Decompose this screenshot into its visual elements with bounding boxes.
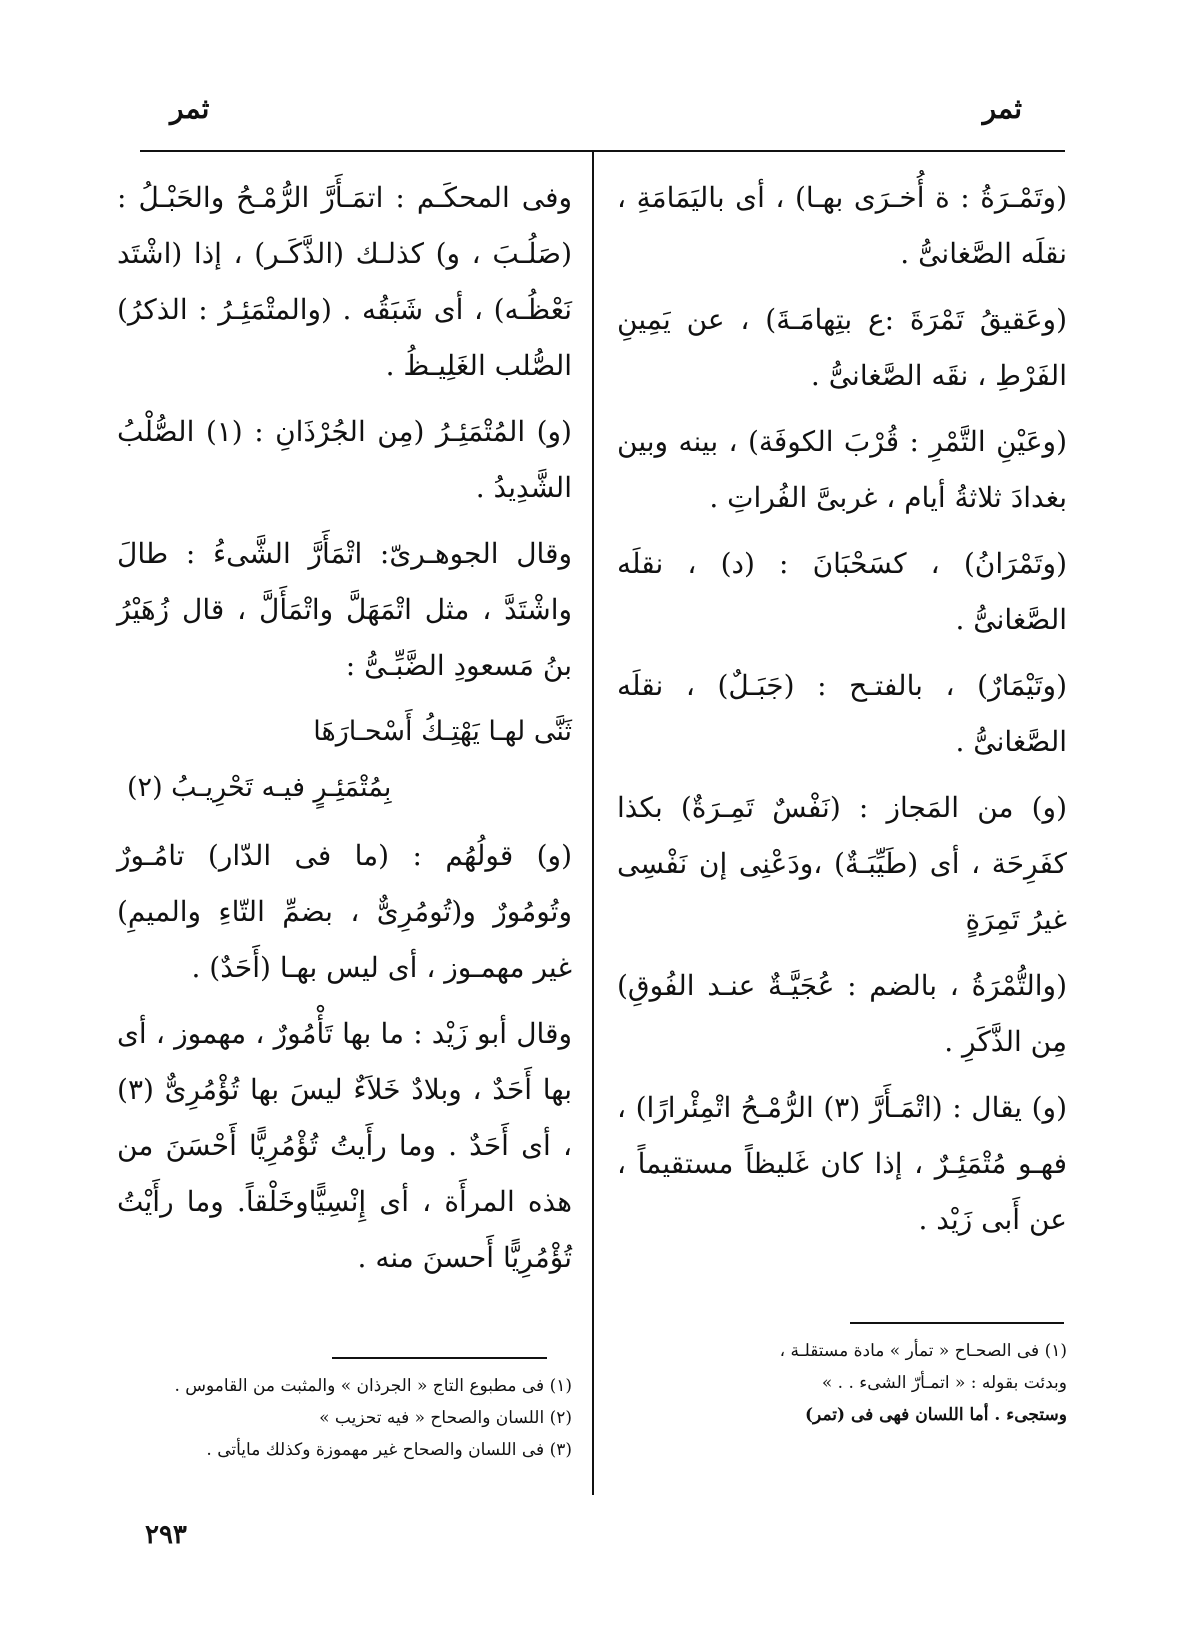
footnotes-left (102, 1370, 572, 1466)
poetry-verse (117, 704, 572, 816)
footnote: وستجىء . أما اللسان فهى فى (تمر) (805, 1405, 1067, 1425)
footnote: (٣) فى اللسان والصحاح غير مهموزة وكذلك مايأتى . (206, 1440, 572, 1460)
footnote-rule-right (850, 1322, 1064, 1324)
header-rule (140, 150, 1065, 152)
entry-paragraph: وقال أبو زَيْد : ما بها تَأْمُورٌ ، مهموز ، أى بها أَحَدٌ ، وبلادٌ خَلاَءٌ ليسَ بها تُؤْمُرِىٌّ (٣) ، أى أَحَدٌ . وما رأَيتُ تُؤْمُرِيًّا أَحْسَنَ من هذه المرأَة ، أى إِنْسِيًّاوخَلْقاً. وما رأَيْتُ تُؤْمُرِيًّا أَحسنَ منه . (117, 1017, 572, 1274)
entry-paragraph: (و) من المَجاز : (نَفْسٌ تَمِـرَةٌ) بكذا كفَرِحَة ، أى (طَيِّبَـةٌ) ،ودَعْنِى إن نَفْسِى غيرُ تَمِرَةٍ (617, 791, 1067, 936)
entry-paragraph: (وعَيْنِ التَّمْرِ : قُرْبَ الكوفَة) ، بينه وبين بغدادَ ثلاثةُ أيام ، غربىَّ الفُراتِ . (617, 425, 1067, 514)
entry-paragraph: (و) قولُهُم : (ما فى الدّار) تامُـورٌ وتُومُورٌ و(تُومُرِىٌّ ، بضمِّ التّاءِ والميمِ) غير مهمـوز ، أى ليس بهـا (أَحَدٌ) . (117, 839, 572, 984)
verse-line-2: بِمُتْمَئِـرٍ فيـه تَحْرِيـبُ (٢) (127, 772, 392, 803)
entry-paragraph: وفى المحكَـم : اتمَـأَرَّ الرُّمْـحُ والحَبْـلُ : (صَلُـبَ ، و) كذلـك (الذَّكَـر) ، إذا (اشْتَد نَعْظُـه) ، أى شَبَقُه . (والمتْمَئِـرُ : الذكرُ) الصُّلب الغَلِيـظُ . (117, 181, 572, 382)
left-column (117, 170, 572, 1296)
footnote: وبدئت بقوله : « اتمـأرّ الشىء . . » (821, 1373, 1067, 1393)
header-word-left: ثمر (170, 92, 210, 125)
entry-paragraph: (وتَمْـرَةُ : ة أُخـرَى بهـا) ، أى باليَمَامَةِ ، نقلَه الصَّغانىُّ . (617, 181, 1067, 270)
entry-paragraph: (وتَمْرَانُ) ، كسَحْبَانَ : (د) ، نقلَه الصَّغانىُّ . (617, 547, 1067, 636)
footnote: (٢) اللسان والصحاح « فيه تحزيب » (319, 1408, 572, 1428)
footnotes-right (617, 1335, 1067, 1431)
entry-paragraph: (وتَيْمَارٌ) ، بالفتـح : (جَبَـلٌ) ، نقلَه الصَّغانىُّ . (617, 669, 1067, 758)
entry-paragraph: (والتُّمْرَةُ ، بالضم : عُجَيَّـةٌ عنـد الفُوقِ) مِن الذَّكَرِ . (617, 969, 1067, 1058)
footnote: (١) فى الصحـاح « تمأر » مادة مستقلـة ، (779, 1341, 1067, 1361)
entry-paragraph: (وعَقيقُ تَمْرَةَ :ع بتِهامَـةَ) ، عن يَمِينِ الفَرْطِ ، نقَه الصَّغانىُّ . (617, 303, 1067, 392)
entry-paragraph: (و) المُتْمَئِـرُ (مِن الجُرْذَانِ : (١) الصُّلْبُ الشَّدِيدُ . (117, 415, 572, 504)
verse-line-1: ثَنَّى لهـا يَهْتِـكُ أَسْحـارَهَا (313, 716, 572, 747)
right-column (617, 170, 1067, 1258)
footnote-rule-left (332, 1357, 547, 1359)
footnote: (١) فى مطبوع التاج « الجرذان » والمثبت من القاموس . (174, 1376, 572, 1396)
entry-paragraph: (و) يقال : (اتْمَـأَرَّ (٣) الرُّمْـحُ اتْمِئْرارًا) ، فهـو مُتْمَئِـرٌ ، إذا كان غَليظاً مستقيماً ، عن أَبى زَيْد . (617, 1091, 1067, 1236)
entry-paragraph: وقال الجوهـرىّ: اتْمَأَرَّ الشَّىءُ : طالَ واشْتَدَّ ، مثل اتْمَهَلَّ واتْمَأَلَّ ، قال زُهَيْرُ بنُ مَسعودِ الضَّبِّـىُّ : (117, 537, 572, 682)
column-divider (592, 150, 594, 1495)
page-number: ٢٩٣ (145, 1520, 187, 1550)
header-word-right: ثمر (982, 92, 1022, 125)
